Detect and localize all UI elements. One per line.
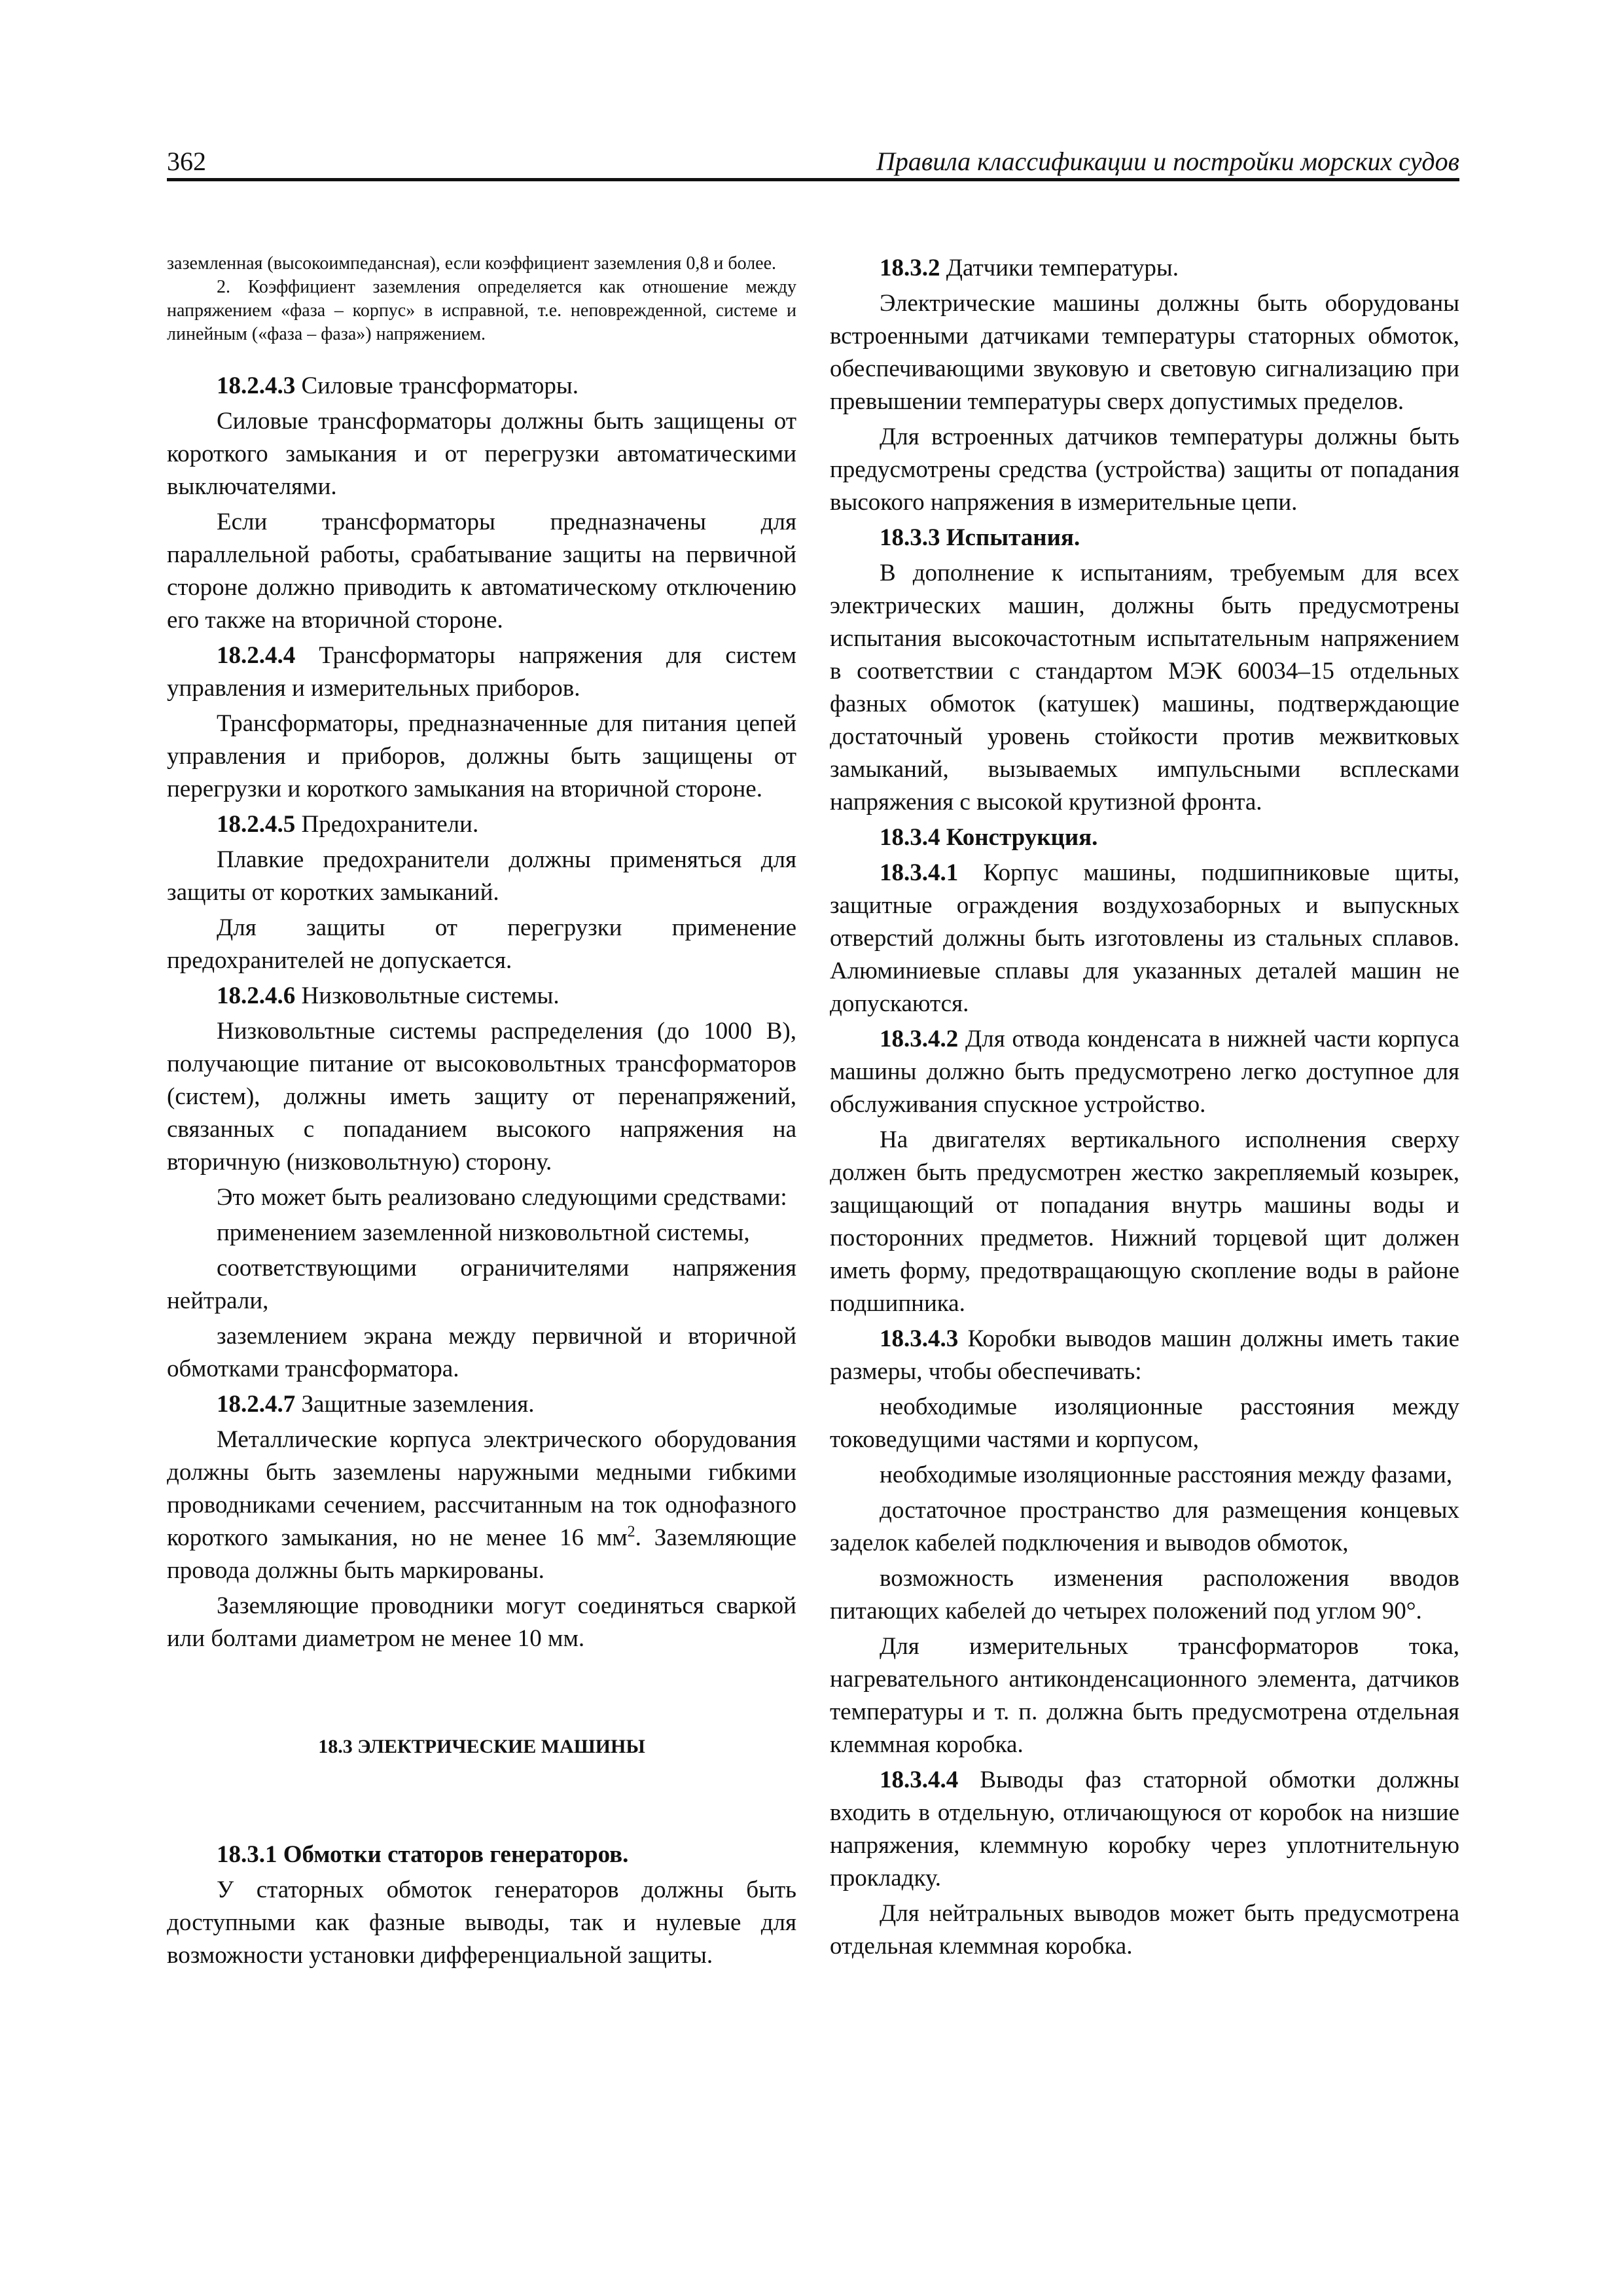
- paragraph: Низковольтные системы распределения (до 1000 В), получающие питание от высоковольтных трансформаторов (систем), должны иметь защиту от перенапряжений, связанных с попаданием высокого напряжения на вторичную (низковольтную) сторону.: [167, 1018, 796, 1175]
- list-item: необходимые изоляционные расстояния между фазами,: [880, 1462, 1453, 1488]
- paragraph-text: . Заземляющие провода должны быть маркированы.: [167, 1524, 796, 1584]
- section-heading: [167, 808, 796, 841]
- paragraph: На двигателях вертикального исполнения сверху должен быть предусмотрен жестко закрепляемый козырек, защищающий от попадания внутрь машины воды и посторонних предметов. Нижний торцевой щит должен иметь форму, предотвращающую скопление воды в районе подшипника.: [830, 1126, 1459, 1317]
- paragraph-text: Выводы фаз статорной обмотки должны входить в отдельную, отличающуюся от коробок на низшие напряжения, клеммную коробку через уплотнительную прокладку.: [830, 1767, 1459, 1892]
- running-title: Правила классификации и постройки морских судов: [876, 147, 1459, 176]
- paragraph: Для измерительных трансформаторов тока, нагревательного антиконденсационного элемента, датчиков температуры и т. п. должна быть предусмотрена отдельная клеммная коробка.: [830, 1633, 1459, 1758]
- section-heading: 18.3.3 Испытания.: [880, 524, 1080, 551]
- paragraph-text: Коробки выводов машин должны иметь такие размеры, чтобы обеспечивать:: [830, 1325, 1459, 1385]
- paragraph: Силовые трансформаторы должны быть защищены от короткого замыкания и от перегрузки автоматическими выключателями.: [167, 408, 796, 500]
- paragraph: Трансформаторы, предназначенные для питания цепей управления и приборов, должны быть защищены от перегрузки и короткого замыкания на вторичной стороне.: [167, 710, 796, 802]
- chapter-section-title: 18.3 ЭЛЕКТРИЧЕСКИЕ МАШИНЫ: [318, 1736, 645, 1757]
- paragraph: Для встроенных датчиков температуры должны быть предусмотрены средства (устройства) защиты от попадания высокого напряжения в измерительные цепи.: [830, 423, 1459, 516]
- section-heading: [167, 639, 796, 705]
- section-title-text: Защитные заземления.: [295, 1391, 535, 1418]
- paragraph: [830, 1323, 1459, 1388]
- paragraph: Если трансформаторы предназначены для параллельной работы, срабатывание защиты на первичной стороне должно приводить к автоматическому отключению его также на вторичной стороне.: [167, 509, 796, 634]
- paragraph: [167, 1424, 796, 1587]
- section-heading: 18.3.4 Конструкция.: [880, 824, 1098, 851]
- paragraph: Заземляющие проводники могут соединяться сваркой или болтами диаметром не менее 10 мм.: [167, 1592, 796, 1652]
- section-title-text: Силовые трансформаторы.: [295, 372, 579, 399]
- paragraph: Электрические машины должны быть оборудованы встроенными датчиками температуры статорных обмоток, обеспечивающими звуковую и световую сигнализацию при превышении температуры сверх допустимых пределов.: [830, 290, 1459, 415]
- section-number: 18.3.4.1: [880, 859, 959, 886]
- section-number: 18.2.4.4: [217, 642, 296, 669]
- left-column: [167, 252, 796, 1975]
- page-header: [167, 145, 1459, 179]
- paragraph: Плавкие предохранители должны применяться для защиты от коротких замыканий.: [167, 846, 796, 906]
- paragraph: [830, 857, 1459, 1020]
- paragraph: [830, 1023, 1459, 1121]
- list-item: соответствующими ограничителями напряжения нейтрали,: [167, 1255, 796, 1314]
- section-heading: 18.3.1 Обмотки статоров генераторов.: [217, 1841, 629, 1868]
- list-item: необходимые изоляционные расстояния между токоведущими частями и корпусом,: [830, 1393, 1459, 1453]
- section-heading: [167, 1388, 796, 1421]
- superscript: 2: [627, 1523, 635, 1541]
- right-column: [830, 252, 1459, 1965]
- section-number: 18.2.4.3: [217, 372, 296, 399]
- section-title-text: Предохранители.: [295, 811, 479, 838]
- paragraph-text: Металлические корпуса электрического оборудования должны быть заземлены наружными медными гибкими проводниками сечением, рассчитанным на ток однофазного короткого замыкания, но не менее 16 мм: [167, 1426, 796, 1551]
- section-number: 18.3.2: [880, 255, 940, 281]
- section-number: 18.3.4.4: [880, 1767, 959, 1793]
- list-item: заземлением экрана между первичной и вторичной обмотками трансформатора.: [167, 1323, 796, 1382]
- section-number: 18.3.4.2: [880, 1026, 959, 1052]
- section-number: 18.2.4.5: [217, 811, 296, 838]
- footnote-continuation: заземленная (высокоимпедансная), если коэффициент заземления 0,8 и более.: [167, 253, 777, 274]
- section-title-text: Датчики температуры.: [940, 255, 1179, 281]
- paragraph: Это может быть реализовано следующими средствами:: [217, 1184, 787, 1211]
- section-title-text: Трансформаторы напряжения для систем управления и измерительных приборов.: [167, 642, 796, 702]
- section-title-text: Низковольтные системы.: [295, 982, 560, 1009]
- section-heading: [167, 980, 796, 1013]
- section-number: 18.2.4.6: [217, 982, 296, 1009]
- section-heading: [167, 370, 796, 403]
- header-rule: [167, 178, 1459, 181]
- page-number: 362: [167, 147, 206, 176]
- section-heading: [830, 252, 1459, 285]
- list-item: применением заземленной низковольтной системы,: [217, 1219, 750, 1246]
- paragraph-text: Для отвода конденсата в нижней части корпуса машины должно быть предусмотрено легко доступное для обслуживания спускное устройство.: [830, 1026, 1459, 1118]
- paragraph: Для защиты от перегрузки применение предохранителей не допускается.: [167, 914, 796, 974]
- section-number: 18.2.4.7: [217, 1391, 296, 1418]
- footnote-2: 2. Коэффициент заземления определяется как отношение между напряжением «фаза – корпус» в исправной, т.е. неповрежденной, системе и линейным («фаза – фаза») напряжением.: [167, 277, 796, 344]
- paragraph-text: Корпус машины, подшипниковые щиты, защитные ограждения воздухозаборных и выпускных отверстий должны быть изготовлены из стальных сплавов. Алюминиевые сплавы для указанных деталей машин не допускаются.: [830, 859, 1459, 1017]
- list-item: возможность изменения расположения вводов питающих кабелей до четырех положений под углом 90°.: [830, 1565, 1459, 1624]
- paragraph: [830, 1764, 1459, 1895]
- paragraph: У статорных обмоток генераторов должны быть доступными как фазные выводы, так и нулевые для возможности установки дифференциальной защиты.: [167, 1876, 796, 1969]
- section-number: 18.3.4.3: [880, 1325, 959, 1352]
- paragraph: В дополнение к испытаниям, требуемым для всех электрических машин, должны быть предусмотрены испытания высокочастотным испытательным напряжением в соответствии с стандартом МЭК 60034–15 отдельных фазных обмоток (катушек) машины, подтверждающие достаточный уровень стойкости против межвитковых замыканий, вызываемых импульсными всплесками напряжения с высокой крутизной фронта.: [830, 560, 1459, 816]
- list-item: достаточное пространство для размещения концевых заделок кабелей подключения и выводов обмоток,: [830, 1497, 1459, 1556]
- paragraph: Для нейтральных выводов может быть предусмотрена отдельная клеммная коробка.: [830, 1900, 1459, 1960]
